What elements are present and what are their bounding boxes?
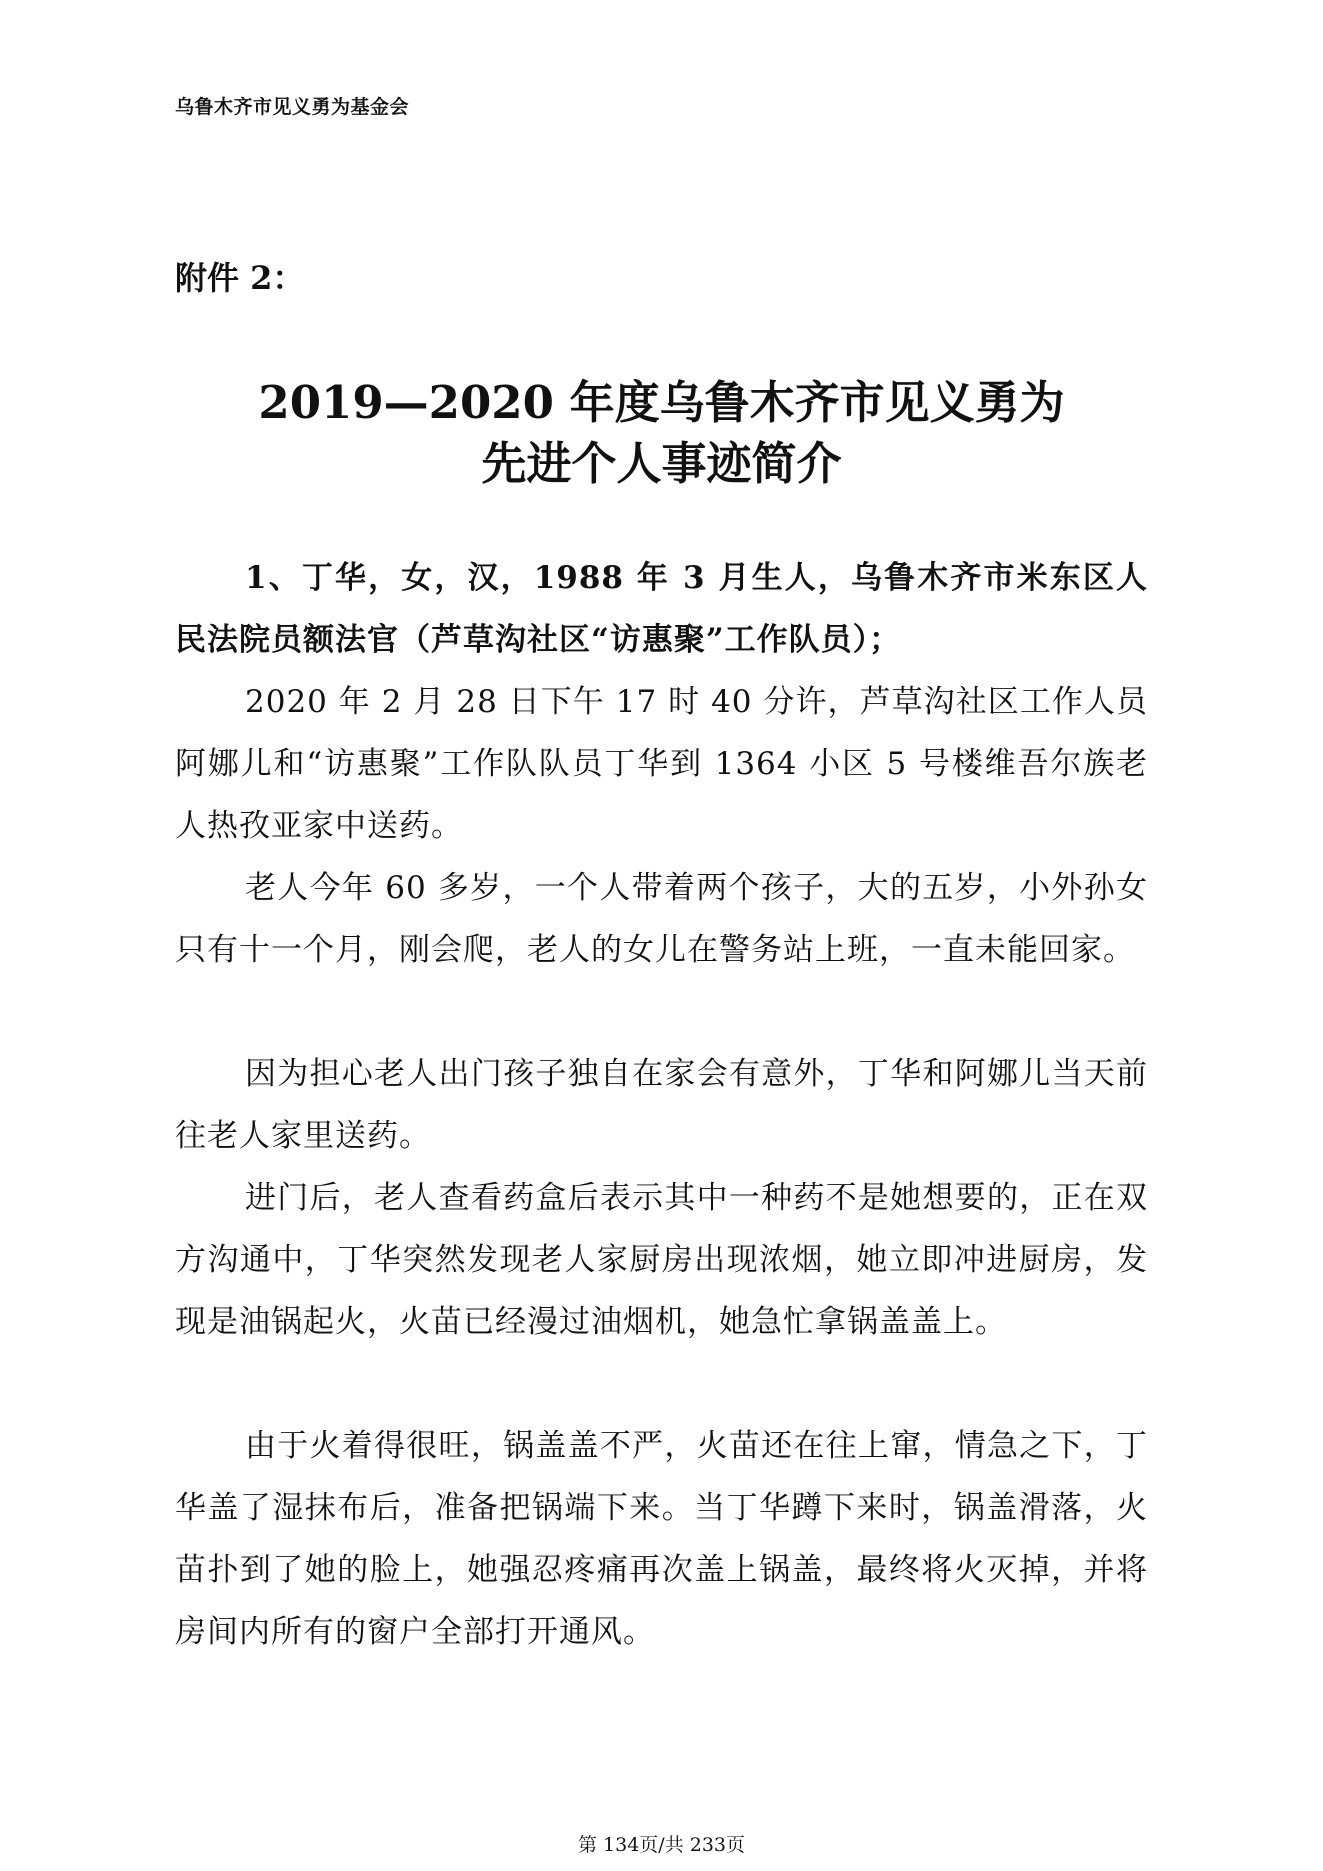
body-paragraph: 老人今年 60 多岁，一个人带着两个孩子，大的五岁，小外孙女只有十一个月，刚会爬，老人的女儿在警务站上班，一直未能回家。 <box>175 870 1148 968</box>
document-title-line-1: 2019—2020 年度乌鲁木齐市见义勇为 <box>258 376 1065 429</box>
body-paragraph: 因为担心老人出门孩子独自在家会有意外，丁华和阿娜儿当天前往老人家里送药。 <box>175 1056 1148 1154</box>
person-heading-paragraph: 1、丁华，女，汉，1988 年 3 月生人，乌鲁木齐市米东区人民法院员额法官（芦草沟社区“访惠聚”工作队员）； <box>175 560 1148 658</box>
body-paragraph: 进门后，老人查看药盒后表示其中一种药不是她想要的，正在双方沟通中，丁华突然发现老人家厨房出现浓烟，她立即冲进厨房，发现是油锅起火，火苗已经漫过油烟机，她急忙拿锅盖盖上。 <box>175 1180 1148 1340</box>
body-paragraph: 由于火着得很旺，锅盖盖不严，火苗还在往上窜，情急之下，丁华盖了湿抹布后，准备把锅端下来。当丁华蹲下来时，锅盖滑落，火苗扑到了她的脸上，她强忍疼痛再次盖上锅盖，最终将火灭掉，并将房间内所有的窗户全部打开通风。 <box>175 1428 1148 1650</box>
page-number-footer: 第 134页/共 233页 <box>577 1834 745 1856</box>
body-paragraph: 2020 年 2 月 28 日下午 17 时 40 分许，芦草沟社区工作人员阿娜儿和“访惠聚”工作队队员丁华到 1364 小区 5 号楼维吾尔族老人热孜亚家中送药。 <box>175 684 1148 844</box>
header-organization: 乌鲁木齐市见义勇为基金会 <box>175 96 410 118</box>
document-title-line-2: 先进个人事迹简介 <box>481 437 842 490</box>
attachment-label: 附件 2： <box>175 259 305 297</box>
